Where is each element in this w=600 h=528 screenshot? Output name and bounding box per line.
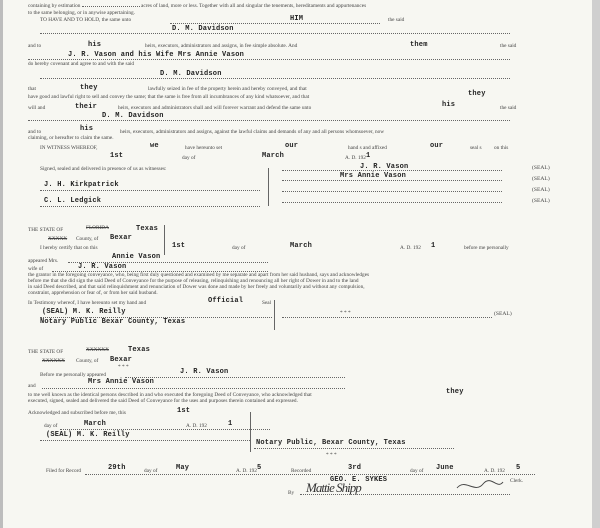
ack1-stars: * * * bbox=[340, 310, 351, 316]
rule bbox=[282, 191, 502, 192]
intro-and-to: and to bbox=[28, 43, 42, 49]
ack2-notary-title: Notary Public, Bexar County, Texas bbox=[256, 439, 406, 447]
witness-we: we bbox=[150, 142, 159, 150]
intro-the-said-2: the said bbox=[500, 43, 517, 49]
ack1-county-struck: XXXXX bbox=[48, 236, 68, 242]
ack1-official: Official bbox=[208, 297, 244, 305]
rule bbox=[42, 388, 345, 389]
witness-signed: Signed, sealed and delivered in presence of us as witnesses: bbox=[40, 166, 167, 172]
witness-2: C. L. Ledgick bbox=[44, 197, 102, 205]
clerk-signature: Mattie Shipp bbox=[306, 480, 361, 495]
ack1-wife-name: Annie Vason bbox=[112, 253, 161, 261]
signer-2: Mrs Annie Vason bbox=[340, 172, 407, 180]
witness-day: 1st bbox=[110, 152, 124, 160]
witness-whereof: IN WITNESS WHEREOF, bbox=[40, 145, 98, 151]
ack2-county-struck: XXXXXX bbox=[42, 358, 65, 364]
intro-heirs: heirs, executors, administrators and assigns, in fee simple absolute. And bbox=[145, 43, 298, 49]
intro-they-2: they bbox=[468, 90, 486, 98]
ack2-executed: executed, signed, sealed and delivered the said Deed of Conveyance for the uses and purposes therein contained and expressed. bbox=[28, 398, 298, 404]
record-ryear: 5 bbox=[516, 464, 521, 472]
rule bbox=[40, 206, 260, 207]
intro-his-2: his bbox=[80, 125, 94, 133]
intro-habendum: TO HAVE AND TO HOLD, the same unto bbox=[40, 17, 132, 23]
ack2-county-label: County, of bbox=[76, 358, 99, 364]
ack2-stars: * * * bbox=[118, 364, 129, 370]
intro-they: they bbox=[80, 84, 98, 92]
ack2-known: to me well known as the identical persons described in and who executed the foregoing Deed of Conveyance, who acknowledged that bbox=[28, 392, 312, 398]
record-clerk-name: GEO. E. SYKES bbox=[330, 476, 388, 484]
record-by: By bbox=[288, 490, 295, 496]
witness-seal-s: seal s bbox=[470, 145, 482, 151]
ack2-state: Texas bbox=[128, 346, 151, 354]
intro-line2: to the same belonging, or in anywise appertaining. bbox=[28, 10, 135, 16]
ack2-subscribed: Acknowledged and subscribed before me, this bbox=[28, 410, 126, 416]
ack2-name-1: J. R. Vason bbox=[180, 368, 229, 376]
witness-year: 1 bbox=[366, 152, 371, 160]
record-day: 29th bbox=[108, 464, 126, 472]
ack2-stars-2: * * * bbox=[326, 452, 337, 458]
record-rday-of: day of bbox=[410, 468, 424, 474]
rule bbox=[282, 170, 502, 171]
intro-them: them bbox=[410, 41, 428, 49]
grantee-name-1: D. M. Davidson bbox=[172, 25, 234, 33]
witness-on-this: on this bbox=[494, 145, 509, 151]
ack1-husband: J. R. Vason bbox=[78, 263, 127, 271]
ack2-name-2: Mrs Annie Vason bbox=[88, 378, 155, 386]
record-recorded: Recorded bbox=[291, 468, 312, 474]
rule bbox=[60, 429, 270, 430]
seal-label-2: (SEAL) bbox=[532, 176, 550, 182]
ack1-body-2: before me that she did sign the said Deed of Conveyance for the purpose of releasing, relinquishing and renouncing all her right of Dower in and to the land bbox=[28, 278, 359, 284]
ack2-ad: A. D. 192 bbox=[186, 423, 207, 429]
seal-label-4: (SEAL) bbox=[532, 198, 550, 204]
intro-line1 bbox=[28, 3, 366, 9]
ack1-ad: A. D. 192 bbox=[400, 245, 421, 251]
ack1-body-1: the grantor in the foregoing conveyance, who, being first duly questioned and examined by me separate and apart from her said husband, says and acknowledges bbox=[28, 272, 370, 278]
record-day-of: day of bbox=[144, 468, 158, 474]
grantors-names: J. R. Vason and his Wife Mrs Annie Vason bbox=[68, 51, 245, 59]
divider bbox=[268, 168, 269, 206]
witness-day-of: day of bbox=[182, 155, 196, 161]
witness-our-2: our bbox=[430, 142, 444, 150]
ack1-state-of: THE STATE OF bbox=[28, 227, 64, 233]
signer-1: J. R. Vason bbox=[360, 163, 409, 171]
witness-our: our bbox=[285, 142, 299, 150]
ack1-notary-seal: (SEAL) M. K. Reilly bbox=[42, 308, 126, 316]
intro-him-2: his bbox=[442, 101, 456, 109]
intro-their: their bbox=[75, 103, 98, 111]
seal-label-3: (SEAL) bbox=[532, 187, 550, 193]
ack1-month: March bbox=[290, 242, 313, 250]
flourish-icon bbox=[455, 476, 505, 496]
rule bbox=[40, 33, 510, 34]
witness-have-set: have hereunto set bbox=[185, 145, 223, 151]
intro-the-said: the said bbox=[388, 17, 405, 23]
rule bbox=[85, 474, 535, 475]
ack2-year: 1 bbox=[228, 420, 233, 428]
rule bbox=[254, 448, 454, 449]
ack1-day-of: day of bbox=[232, 245, 246, 251]
intro-the-said-3: the said bbox=[500, 105, 517, 111]
ack2-notary-seal: (SEAL) M. K. Reilly bbox=[46, 431, 130, 439]
intro-seized: lawfully seized in fee of the property herein and hereby conveyed, and that bbox=[148, 86, 307, 92]
intro-good-right: have good and lawful right to sell and convey the same; that the same is free from all incumbrances of any kind whatsoever, and that bbox=[28, 94, 310, 100]
ack1-state: Texas bbox=[136, 225, 159, 233]
witness-ad: A. D. 192 bbox=[345, 155, 366, 161]
ack1-before: before me personally bbox=[464, 245, 509, 251]
ack2-state-of: THE STATE OF bbox=[28, 349, 64, 355]
record-rmonth: June bbox=[436, 464, 454, 472]
rule bbox=[170, 23, 380, 24]
ack2-day-of: day of bbox=[44, 423, 58, 429]
intro-forever: heirs, executors and administrators shall and will forever warrant and defend the same unto bbox=[118, 105, 312, 111]
record-clerk: Clerk. bbox=[510, 478, 524, 484]
ack1-seal-word: Seal bbox=[262, 300, 272, 306]
rule bbox=[125, 377, 345, 378]
ack1-county: Bexar bbox=[110, 234, 133, 242]
record-filed: Filed for Record bbox=[46, 468, 82, 474]
ack1-notary-title: Notary Public Bexar County, Texas bbox=[40, 318, 186, 326]
ack1-day: 1st bbox=[172, 242, 186, 250]
witness-month: March bbox=[262, 152, 285, 160]
rule bbox=[282, 317, 492, 318]
intro-acres: acres of land, more or less. Together with all and singular the tenements, hereditaments and appurtenances bbox=[141, 3, 367, 9]
intro-his: his bbox=[88, 41, 102, 49]
seal-label-1: (SEAL) bbox=[532, 165, 550, 171]
intro-against: heirs, executors, administrators and assigns, against the lawful claims and demands of any and all persons whomsoever, now bbox=[120, 129, 385, 135]
ack2-they: they bbox=[446, 388, 464, 396]
rule bbox=[282, 180, 502, 181]
record-rday: 3rd bbox=[348, 464, 362, 472]
rule bbox=[40, 78, 510, 79]
ack2-day: 1st bbox=[177, 407, 191, 415]
rule bbox=[28, 120, 510, 121]
intro-will-and: will and bbox=[28, 105, 46, 111]
intro-him: HIM bbox=[290, 15, 304, 23]
ack1-appeared: appeared Mrs. bbox=[28, 258, 59, 264]
ack1-county-label: County, of bbox=[76, 236, 99, 242]
intro-that: that bbox=[28, 86, 36, 92]
ack1-body-4: constraint, apprehension or fear of, or from her said husband. bbox=[28, 290, 158, 296]
intro-covenant: do hereby covenant and agree to and with the said bbox=[28, 61, 135, 67]
record-ad: A. D. 192 bbox=[236, 468, 257, 474]
ack1-testimony: In Testimony whereof, I have hereunto set my hand and bbox=[28, 300, 147, 306]
page-edge-left bbox=[0, 0, 3, 528]
ack2-month: March bbox=[84, 420, 107, 428]
witness-1: J. H. Kirkpatrick bbox=[44, 181, 119, 189]
ack2-county: Bexar bbox=[110, 356, 133, 364]
bracket bbox=[164, 225, 165, 255]
intro-and-to-2: and to bbox=[28, 129, 42, 135]
ack2-and: and bbox=[28, 383, 36, 389]
intro-claiming: claiming, or hereafter to claim the same. bbox=[28, 135, 114, 141]
rule bbox=[28, 59, 510, 60]
ack2-before: Before me personally appeared bbox=[40, 372, 107, 378]
ack1-year: 1 bbox=[431, 242, 436, 250]
ack1-certify: I hereby certify that on this bbox=[40, 245, 98, 251]
page-edge-right bbox=[592, 0, 600, 528]
rule bbox=[40, 190, 260, 191]
rule bbox=[282, 202, 502, 203]
ack1-body-3: in said Deed described, and that said relinquishment and renunciation of Dower was done and made by her freely and voluntarily and without any compulsion, bbox=[28, 284, 365, 290]
record-year: 5 bbox=[257, 464, 262, 472]
grantee-name-3: D. M. Davidson bbox=[102, 112, 164, 120]
ack1-state-struck: FLORIDA bbox=[86, 225, 109, 231]
record-month: May bbox=[176, 464, 190, 472]
rule bbox=[40, 440, 250, 441]
intro-estimation: containing by estimation bbox=[28, 3, 81, 9]
divider bbox=[274, 300, 275, 330]
record-rad: A. D. 192 bbox=[484, 468, 505, 474]
ack1-seal-label: (SEAL) bbox=[494, 311, 512, 317]
divider bbox=[250, 412, 251, 452]
ack2-state-struck: XXXXXX bbox=[86, 347, 109, 353]
witness-hand: hand s and affixed bbox=[348, 145, 387, 151]
grantee-name-2: D. M. Davidson bbox=[160, 70, 222, 78]
ack1-wife-of: wife of bbox=[28, 266, 44, 272]
